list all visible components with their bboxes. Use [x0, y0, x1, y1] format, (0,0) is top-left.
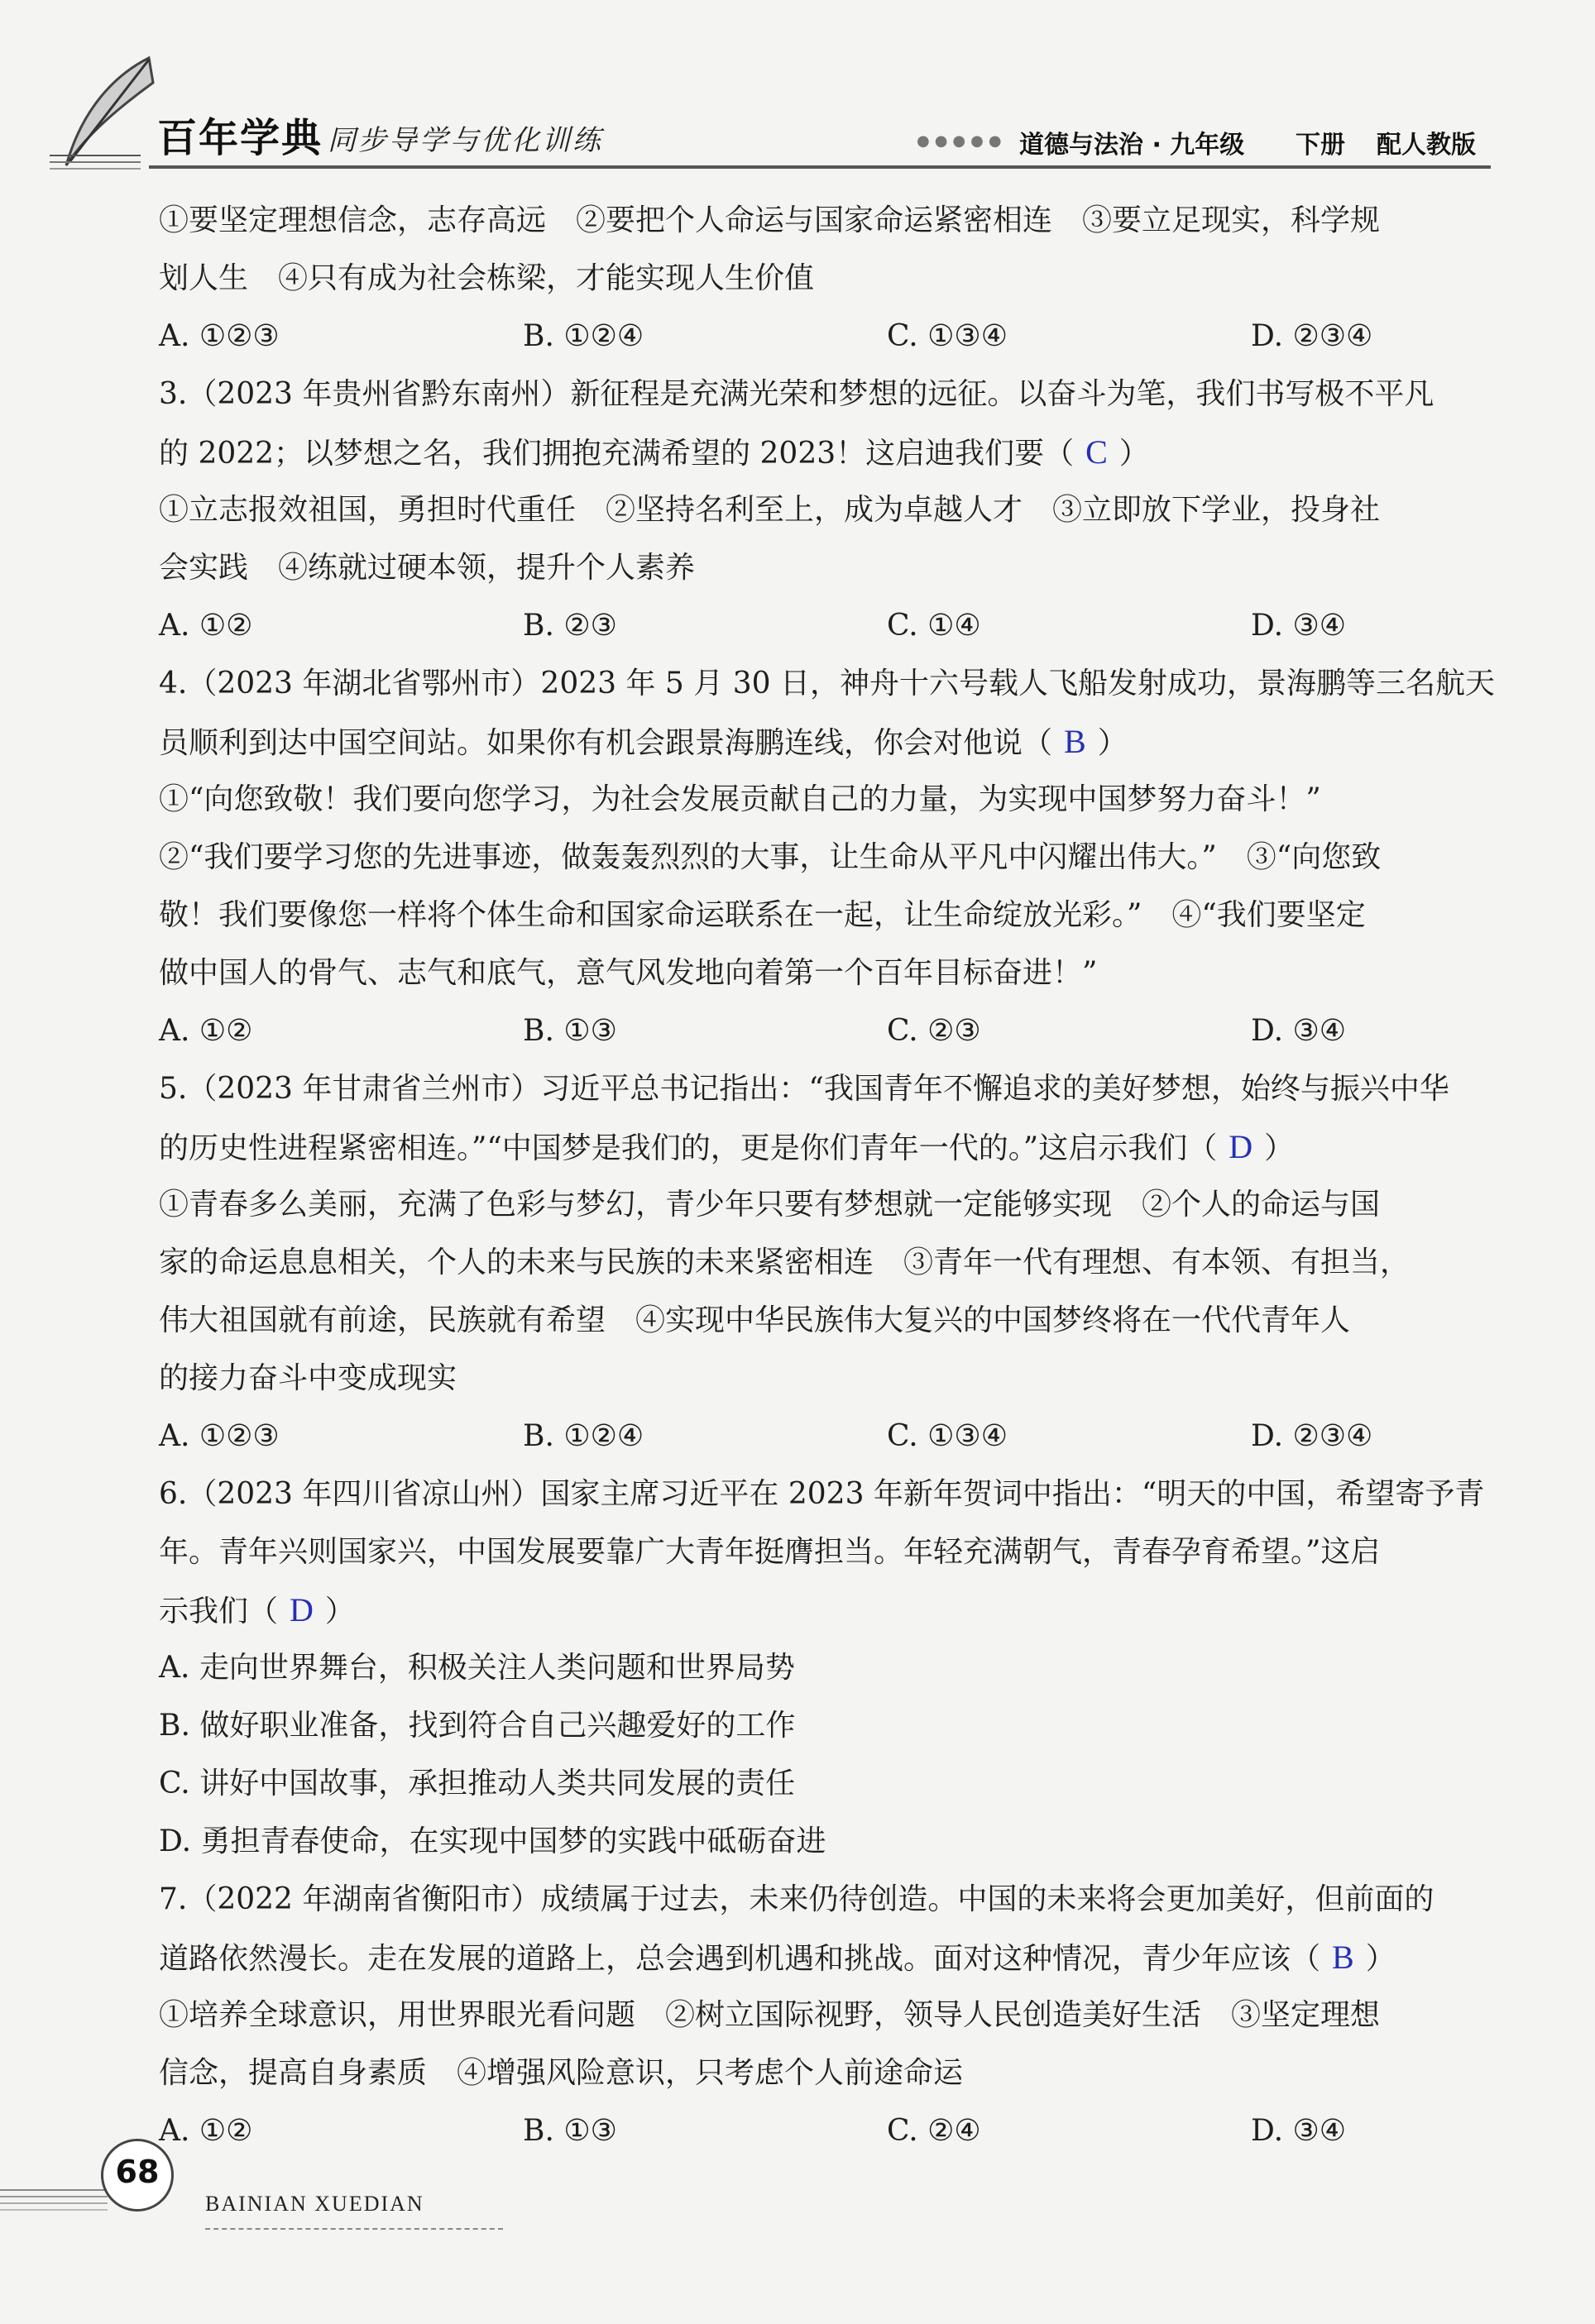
q3-statements-line-2: 会实践 ④练就过硬本领，提升个人素养: [159, 551, 696, 585]
q3-answer: C: [1085, 433, 1108, 471]
q5-statements-line-1: ①青春多么美丽，充满了色彩与梦幻，青少年只要有梦想就一定能够实现 ②个人的命运与国: [159, 1188, 1381, 1222]
q4-option-c: C. ②③: [887, 1014, 981, 1048]
q3-option-d: D. ③④: [1251, 609, 1347, 643]
q2-option-c: C. ①③④: [887, 319, 1008, 353]
q4-stem-text: 员顺利到达中国空间站。如果你有机会跟景海鹏连线，你会对他说（: [159, 726, 1053, 760]
q4-statements-line-1: ①“向您致敬！我们要向您学习，为社会发展贡献自己的力量，为实现中国梦努力奋斗！”: [159, 782, 1321, 816]
q4-statements-line-3: 敬！我们要像您一样将个体生命和国家命运联系在一起，让生命绽放光彩。” ④“我们要坚定: [159, 898, 1366, 932]
q5-option-d: D. ②③④: [1251, 1419, 1373, 1453]
q7-statements-line-2: 信念，提高自身素质 ④增强风险意识，只考虑个人前途命运: [159, 2056, 964, 2090]
question-4: [159, 655, 1499, 1060]
q5-statements-line-3: 伟大祖国就有前途，民族就有希望 ④实现中华民族伟大复兴的中国梦终将在一代代青年人: [159, 1303, 1351, 1337]
q5-stem-line-2: [159, 1118, 1499, 1176]
q3-statements-line-1: ①立志报效祖国，勇担时代重任 ②坚持名利至上，成为卓越人才 ③立即放下学业，投身社: [159, 493, 1381, 527]
q3-options: [159, 597, 1499, 655]
header-dots: ●●●●●: [917, 132, 1007, 150]
q5-stem-line-1: 5.（2023 年甘肃省兰州市）习近平总书记指出：“我国青年不懈追求的美好梦想，始终与振兴中华: [159, 1072, 1449, 1106]
q4-answer: B: [1064, 723, 1086, 760]
question-6: [159, 1466, 1499, 1871]
q6-stem-text: 示我们（: [159, 1595, 279, 1628]
q7-stem-text: 道路依然漫长。走在发展的道路上，总会遇到机遇和挑战。面对这种情况，青少年应该（: [159, 1942, 1321, 1976]
q5-statements-line-2: 家的命运息息相关，个人的未来与民族的未来紧密相连 ③青年一代有理想、有本领、有担当，: [159, 1246, 1411, 1279]
quill-pen-icon: [50, 50, 165, 174]
question-7: [159, 1871, 1499, 2160]
q5-answer: D: [1229, 1128, 1253, 1165]
q7-stem-line-2: [159, 1929, 1499, 1987]
q4-option-a: A. ①②: [159, 1014, 253, 1048]
q3-option-c: C. ①④: [887, 609, 981, 643]
edition-label: 配人教版: [1377, 131, 1476, 160]
q3-option-b: B. ②③: [523, 609, 617, 643]
q6-option-b: B. 做好职业准备，找到符合自己兴趣爱好的工作: [159, 1709, 796, 1743]
header-divider: [149, 165, 1491, 169]
q6-option-a: A. 走向世界舞台，积极关注人类问题和世界局势: [159, 1651, 795, 1685]
q5-options: [159, 1408, 1499, 1466]
q7-option-b: B. ①③: [523, 2114, 617, 2148]
q3-stem-text: 的 2022；以梦想之名，我们拥抱充满希望的 2023！这启迪我们要（: [159, 437, 1075, 471]
q7-option-c: C. ②④: [887, 2114, 981, 2148]
q4-statements-line-4: 做中国人的骨气、志气和底气，意气风发地向着第一个百年目标奋进！”: [159, 956, 1098, 990]
q4-close-paren: ）: [1097, 726, 1128, 760]
q6-close-paren: ）: [324, 1595, 355, 1628]
q5-stem-text: 的历史性进程紧密相连。”“中国梦是我们的，更是你们青年一代的。”这启示我们（: [159, 1131, 1218, 1165]
q6-stem-line-1: 6.（2023 年四川省凉山州）国家主席习近平在 2023 年新年贺词中指出：“明天的中国，希望寄予青: [159, 1477, 1485, 1511]
q4-statements-line-2: ②“我们要学习您的先进事迹，做轰轰烈烈的大事，让生命从平凡中闪耀出伟大。” ③“向您致: [159, 840, 1382, 874]
question-2: [159, 192, 1499, 366]
q6-option-d: D. 勇担青春使命，在实现中国梦的实践中砥砺奋进: [159, 1824, 826, 1858]
page-number: 68: [115, 2154, 160, 2190]
q7-option-a: A. ①②: [159, 2114, 253, 2148]
q3-option-a: A. ①②: [159, 609, 253, 643]
q7-stem-line-1: 7.（2022 年湖南省衡阳市）成绩属于过去，未来仍待创造。中国的未来将会更加美好，但前面的: [159, 1882, 1435, 1916]
q5-close-paren: ）: [1264, 1131, 1295, 1165]
q2-statements-line-1: ①要坚定理想信念，志存高远 ②要把个人命运与国家命运紧密相连 ③要立足现实，科学规: [159, 203, 1381, 237]
q5-option-c: C. ①③④: [887, 1419, 1008, 1453]
subject-grade: 道德与法治 · 九年级: [1019, 131, 1245, 160]
q7-close-paren: ）: [1365, 1942, 1396, 1976]
q4-options: [159, 1002, 1499, 1060]
q4-stem-line-2: [159, 713, 1499, 771]
q2-option-a: A. ①②③: [159, 319, 280, 353]
q4-stem-line-1: 4.（2023 年湖北省鄂州市）2023 年 5 月 30 日，神舟十六号载人飞船发射成功，景海鹏等三名航天: [159, 667, 1495, 701]
q3-close-paren: ）: [1118, 437, 1149, 471]
q2-option-d: D. ②③④: [1251, 319, 1373, 353]
volume-label: 下册: [1296, 131, 1345, 160]
footer-brand-pinyin: BAINIAN XUEDIAN: [205, 2192, 424, 2216]
footer-dashed-rule: [205, 2228, 503, 2230]
q3-stem-line-2: [159, 423, 1499, 481]
question-content: [159, 192, 1499, 2160]
q5-option-b: B. ①②④: [523, 1419, 644, 1453]
brand-title: 百年学典: [157, 115, 323, 161]
question-3: [159, 366, 1499, 655]
q5-option-a: A. ①②③: [159, 1419, 280, 1453]
q7-answer: B: [1332, 1939, 1354, 1976]
q2-options: [159, 308, 1499, 366]
q2-option-b: B. ①②④: [523, 319, 644, 353]
q6-option-c: C. 讲好中国故事，承担推动人类共同发展的责任: [159, 1767, 796, 1800]
q6-answer: D: [290, 1591, 314, 1628]
q4-option-d: D. ③④: [1251, 1014, 1347, 1048]
q3-stem-line-1: 3.（2023 年贵州省黔东南州）新征程是充满光荣和梦想的远征。以奋斗为笔，我们书写极不平凡: [159, 377, 1435, 411]
footer-decoration-lines: [0, 2185, 116, 2218]
q7-option-d: D. ③④: [1251, 2114, 1347, 2148]
question-5: [159, 1060, 1499, 1466]
q7-statements-line-1: ①培养全球意识，用世界眼光看问题 ②树立国际视野，领导人民创造美好生活 ③坚定理想: [159, 1998, 1381, 2032]
q7-options: [159, 2102, 1499, 2160]
q5-statements-line-4: 的接力奋斗中变成现实: [159, 1361, 457, 1395]
q2-statements-line-2: 划人生 ④只有成为社会栋梁，才能实现人生价值: [159, 261, 815, 295]
q6-stem-line-2: 年。青年兴则国家兴，中国发展要靠广大青年挺膺担当。年轻充满朝气，青春孕育希望。”这启: [159, 1535, 1381, 1569]
brand-tagline: 同步导学与优化训练: [328, 124, 603, 157]
q6-stem-line-3: [159, 1581, 1499, 1639]
q4-option-b: B. ①③: [523, 1014, 617, 1048]
